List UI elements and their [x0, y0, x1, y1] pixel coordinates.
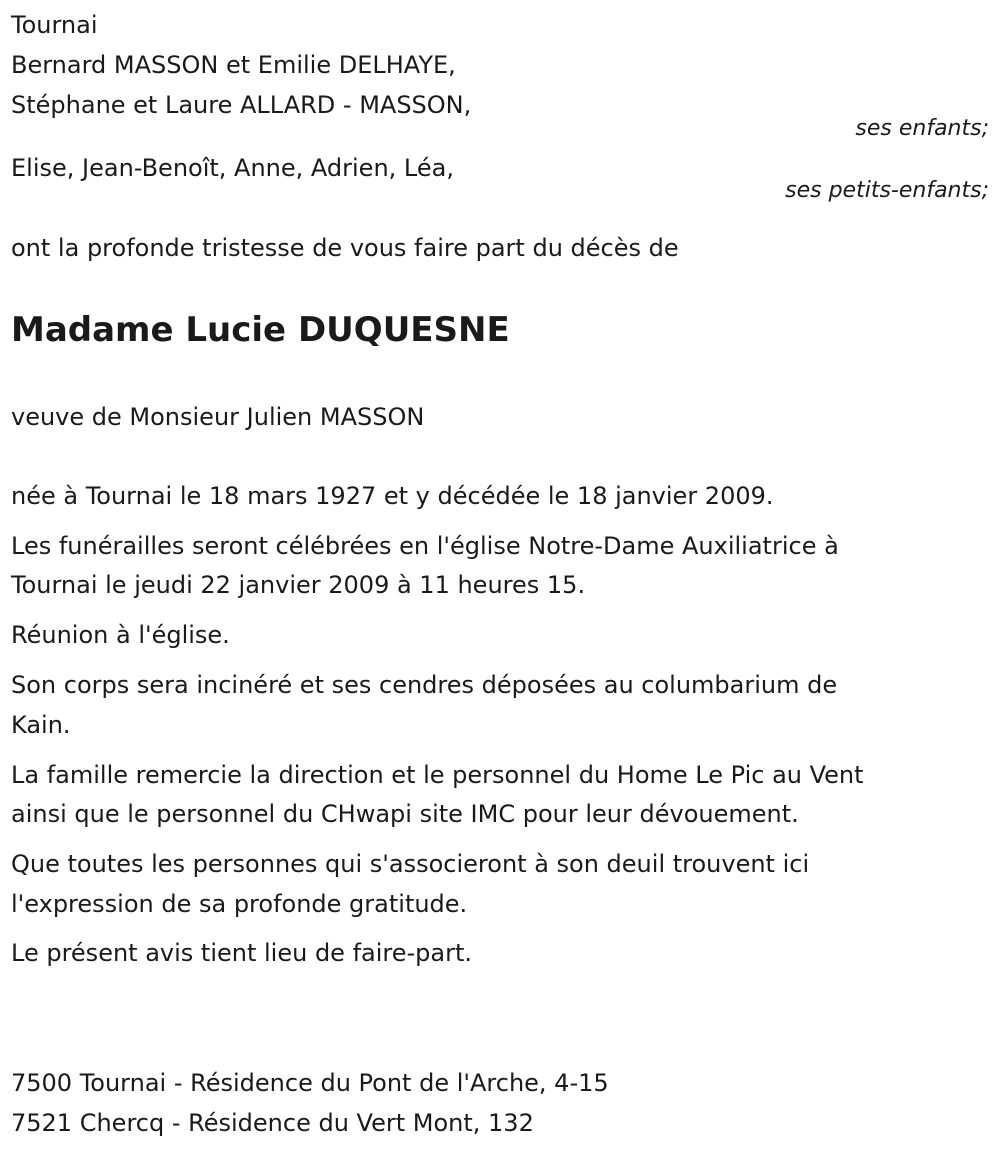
deceased-name: Madame Lucie DUQUESNE — [11, 310, 510, 350]
thanks-line: ainsi que le personnel du CHwapi site IMC pour leur dévouement. — [11, 800, 799, 828]
funeral-line: Les funérailles seront célébrées en l'église Notre-Dame Auxiliatrice à — [11, 532, 839, 560]
intro-text: ont la profonde tristesse de vous faire part du décès de — [11, 234, 679, 262]
widow-of-line: veuve de Monsieur Julien MASSON — [11, 403, 425, 431]
birth-death-line: née à Tournai le 18 mars 1927 et y décédée le 18 janvier 2009. — [11, 482, 774, 510]
place-heading: Tournai — [11, 11, 98, 39]
family-line: Stéphane et Laure ALLARD - MASSON, — [11, 91, 472, 119]
cremation-line: Son corps sera incinéré et ses cendres déposées au columbarium de — [11, 671, 838, 699]
address-line: 7500 Tournai - Résidence du Pont de l'Arche, 4-15 — [11, 1069, 609, 1097]
gratitude-line: Que toutes les personnes qui s'associeront à son deuil trouvent ici — [11, 850, 810, 878]
family-line: Bernard MASSON et Emilie DELHAYE, — [11, 51, 456, 79]
cremation-line: Kain. — [11, 711, 71, 739]
funeral-line: Tournai le jeudi 22 janvier 2009 à 11 heures 15. — [11, 571, 586, 599]
thanks-line: La famille remercie la direction et le personnel du Home Le Pic au Vent — [11, 761, 864, 789]
children-role: ses enfants; — [855, 116, 989, 141]
notice-line: Le présent avis tient lieu de faire-part. — [11, 939, 473, 967]
meeting-line: Réunion à l'église. — [11, 621, 230, 649]
grandchildren-line: Elise, Jean-Benoît, Anne, Adrien, Léa, — [11, 154, 454, 182]
address-line: 7521 Chercq - Résidence du Vert Mont, 132 — [11, 1109, 534, 1137]
gratitude-line: l'expression de sa profonde gratitude. — [11, 890, 468, 918]
grandchildren-role: ses petits-enfants; — [785, 178, 989, 203]
